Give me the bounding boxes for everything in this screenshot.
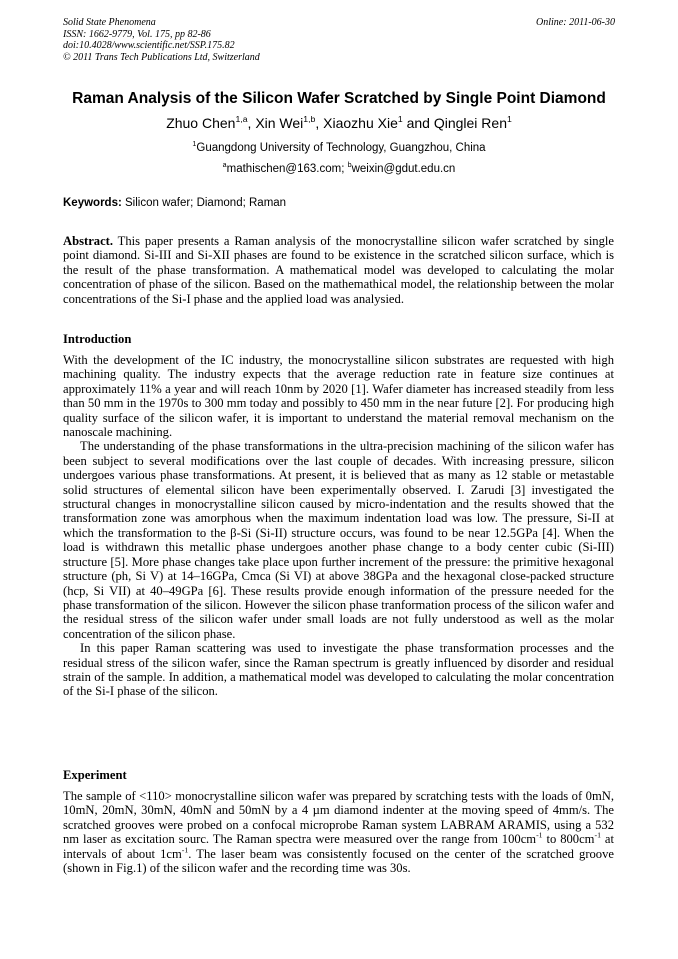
author-separator: , <box>247 115 256 131</box>
author-affil-sup: 1,b <box>303 113 316 124</box>
paper-title: Raman Analysis of the Silicon Wafer Scratched by Single Point Diamond <box>72 90 606 107</box>
author-affil-sup: 1,a <box>235 113 248 124</box>
email-b: weixin@gdut.edu.cn <box>351 163 456 175</box>
section-heading-introduction: Introduction <box>63 332 132 346</box>
paragraph: The understanding of the phase transformations in the ultra-precision machining of the silicon wafer has been subject to several modifications over the last couple of decades. With increasing pressure, silicon undergoes various phase transformations. At present, it is believed that as many as 12 stable or metastable solid structures of elemental silicon have been experimentally observed. I. Zarudi [3] investigated the structural changes in monocrystalline silicon caused by micro-indentation and the results showed that the transformation zone was amorphous when the maximum indentation load was low. The pressure, Si-II at which the transformation to the β-Si (Si-II) structure occurs, was found to be near 12.5GPa [4]. When the load is withdrawn this metallic phase undergoes another phase change to a body center cubic (Si-III) structure [5]. More phase changes take place upon further increment of the pressure: the primitive hexagonal structure (ph, Si V) at 14–16GPa, Cmca (Si VI) at above 38GPa and the hexagonal close-packed structure (hcp, Si VII) at 40–49GPa [6]. These results provide enough information of the pressure needed for the phase transformation of the silicon. However the silicon phase tranformation process of the silicon wafer and the residual stress of the silicon wafer under small loads are not fully understood as well as the molar concentration of the silicon phase. <box>63 439 614 641</box>
journal-issn: ISSN: 1662-9779, Vol. 175, pp 82-86 <box>63 28 211 40</box>
paragraph: In this paper Raman scattering was used to investigate the phase transformation processes and the residual stress of the silicon wafer, since the Raman spectrum is greatly influenced by disorder and residual strain of the sample. In addition, a mathematical model was developed to calculating the molar concentration of the Si-I phase of the silicon. <box>63 641 614 699</box>
unit-superscript: -1 <box>536 830 543 840</box>
experiment-body <box>63 789 614 875</box>
experiment-text: The sample of <110> monocrystalline silicon wafer was prepared by scratching tests with the loads of 0mN, 10mN, 20mN, 30mN, 40mN and 50mN by a 4 µm diamond indenter at the moving speed of 4mm/s. The scratched grooves were probed on a confocal microprobe Raman system LABRAM ARAMIS, using a 532 nm laser as excitation sourc. The Raman spectra were measured over the range from 100cm <box>63 789 614 847</box>
abstract-text: This paper presents a Raman analysis of the monocrystalline silicon wafer scratched by single point diamond. Si-III and Si-XII phases are found to be existence in the scratched silicon surface, which is the result of the phase transformation. A mathematical model was developed to calculating the molar concentration of phase of the silicon. Based on the mathemathical model, the relationship between the molar concentrations of the Si-I phase and the applied load was analysied. <box>63 234 614 306</box>
unit-superscript: -1 <box>594 830 601 840</box>
section-heading-experiment: Experiment <box>63 768 127 782</box>
email-sup-b: b <box>347 161 352 170</box>
journal-header <box>63 17 260 63</box>
keywords-label: Keywords: <box>63 197 122 209</box>
affiliation <box>0 142 678 154</box>
author-name: Zhuo Chen <box>166 115 236 131</box>
email-a: mathischen@163.com; <box>226 163 348 175</box>
keywords <box>63 197 286 209</box>
email-sup-a: a <box>222 161 227 170</box>
author-affil-sup: 1 <box>506 113 512 124</box>
introduction-body <box>63 353 614 699</box>
abstract <box>63 234 614 306</box>
unit-superscript: -1 <box>181 845 189 855</box>
affiliation-text: Guangdong University of Technology, Guangzhou, China <box>196 142 486 154</box>
author-name: Qinglei Ren <box>433 115 507 131</box>
journal-doi: doi:10.4028/www.scientific.net/SSP.175.82 <box>63 40 235 51</box>
author-affil-sup: 1 <box>397 113 403 124</box>
abstract-label: Abstract. <box>63 234 114 248</box>
author-separator: and <box>402 115 434 131</box>
experiment-text: at intervals of about 1cm <box>63 832 614 861</box>
author-name: Xiaozhu Xie <box>323 115 398 131</box>
experiment-text: to 800cm <box>542 832 595 847</box>
affiliation-sup: 1 <box>192 140 197 149</box>
journal-name: Solid State Phenomena <box>63 17 156 28</box>
experiment-text: . The laser beam was consistently focused on the center of the scratched groove (shown in Fig.1) of the silicon wafer and the recording time was 30s. <box>63 846 614 876</box>
author-separator: , <box>315 115 324 131</box>
author-emails <box>0 163 678 175</box>
journal-copyright: © 2011 Trans Tech Publications Ltd, Switzerland <box>63 51 260 63</box>
keywords-text: Silicon wafer; Diamond; Raman <box>121 197 287 209</box>
paragraph: With the development of the IC industry, the monocrystalline silicon substrates are requested with high machining quality. The industry expects that the average reduction rate in feature size continues at approximately 11% a year and will reach 10nm by 2020 [1]. Wafer diameter has increased steadily from less than 50 mm in the 1970s to 300 mm today and possibly to 450 mm in the near future [2]. For producing high quality surface of the silicon wafer, it is important to understand the material removal mechanism on the nanoscale machining. <box>63 353 614 440</box>
online-date: Online: 2011-06-30 <box>536 17 615 28</box>
author-name: Xin Wei <box>255 115 304 131</box>
author-list <box>0 115 678 131</box>
paragraph <box>63 789 614 875</box>
